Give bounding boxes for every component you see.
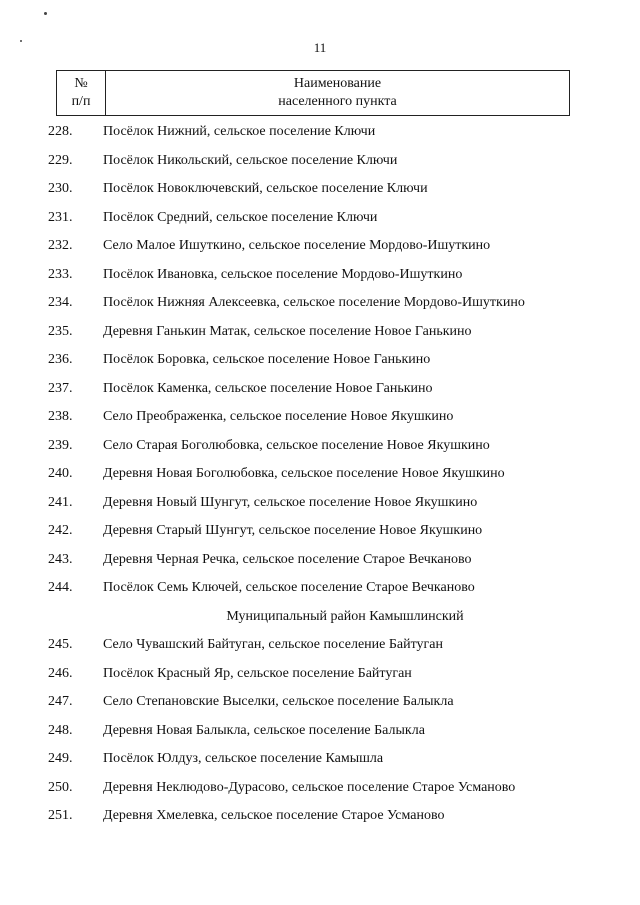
list-item (0, 460, 640, 489)
list-item-number: 240. (48, 466, 73, 482)
list-item-text: Посёлок Никольский, сельское поселение Ключи (103, 152, 398, 168)
list-item-number: 245. (48, 637, 73, 653)
list-item-number: 241. (48, 494, 73, 510)
list-item (0, 489, 640, 518)
scan-speck (44, 12, 47, 15)
list-item (0, 802, 640, 831)
list-item-text: Село Малое Ишуткино, сельское поселение Мордово-Ишуткино (103, 238, 491, 254)
list-item-text: Посёлок Нижний, сельское поселение Ключи (103, 124, 376, 140)
list-item (0, 517, 640, 546)
settlement-list (0, 118, 640, 831)
list-item-text: Посёлок Боровка, сельское поселение Новое Ганькино (103, 352, 431, 368)
list-item-number: 243. (48, 551, 73, 567)
header-name-label: Наименование (293, 76, 382, 91)
list-item (0, 289, 640, 318)
settlement-group-b (0, 631, 640, 831)
list-item-number: 236. (48, 352, 73, 368)
list-item-number: 251. (48, 808, 73, 824)
list-item (0, 717, 640, 746)
list-item-number: 234. (48, 295, 73, 311)
list-item-number: 242. (48, 523, 73, 539)
list-item (0, 346, 640, 375)
list-item-text: Деревня Хмелевка, сельское поселение Старое Усманово (103, 808, 445, 824)
table-header (56, 70, 570, 116)
list-item (0, 774, 640, 803)
list-item-text: Посёлок Семь Ключей, сельское поселение Старое Вечканово (103, 580, 475, 596)
list-item-number: 250. (48, 779, 73, 795)
list-item-number: 238. (48, 409, 73, 425)
list-item-text: Деревня Неклюдово-Дурасово, сельское поселение Старое Усманово (103, 779, 516, 795)
list-item (0, 745, 640, 774)
list-item-number: 228. (48, 124, 73, 140)
list-item-text: Деревня Новый Шунгут, сельское поселение Новое Якушкино (103, 494, 478, 510)
page-number: 11 (313, 40, 327, 55)
list-item (0, 175, 640, 204)
district-heading: Муниципальный район Камышлинский (226, 608, 464, 624)
list-item-text: Посёлок Каменка, сельское поселение Новое Ганькино (103, 380, 433, 396)
list-item (0, 403, 640, 432)
list-item (0, 204, 640, 233)
list-item-number: 229. (48, 152, 73, 168)
list-item (0, 232, 640, 261)
list-item-text: Посёлок Ивановка, сельское поселение Мордово-Ишуткино (103, 266, 463, 282)
list-item (0, 688, 640, 717)
list-item-number: 232. (48, 238, 73, 254)
list-item-text: Посёлок Нижняя Алексеевка, сельское поселение Мордово-Ишуткино (103, 295, 525, 311)
list-item (0, 375, 640, 404)
list-item (0, 432, 640, 461)
list-item-number: 244. (48, 580, 73, 596)
header-name-sublabel: населенного пункта (278, 94, 397, 109)
list-item-number: 248. (48, 722, 73, 738)
header-number-column (57, 71, 106, 115)
list-item-text: Посёлок Новоключевский, сельское поселение Ключи (103, 181, 428, 197)
list-item-number: 247. (48, 694, 73, 710)
list-item-text: Деревня Ганькин Матак, сельское поселение Новое Ганькино (103, 323, 472, 339)
list-item-text: Посёлок Красный Яр, сельское поселение Байтуган (103, 665, 412, 681)
list-item (0, 118, 640, 147)
list-item-number: 249. (48, 751, 73, 767)
list-item-number: 237. (48, 380, 73, 396)
list-item-text: Село Степановские Выселки, сельское поселение Балыкла (103, 694, 454, 710)
list-item-text: Село Преображенка, сельское поселение Новое Якушкино (103, 409, 454, 425)
list-item (0, 261, 640, 290)
list-item-text: Деревня Новая Балыкла, сельское поселение Балыкла (103, 722, 425, 738)
list-item (0, 318, 640, 347)
header-name-column (106, 71, 569, 115)
list-item-number: 233. (48, 266, 73, 282)
list-item (0, 147, 640, 176)
list-item (0, 660, 640, 689)
header-number-sublabel: п/п (71, 94, 91, 109)
list-item (0, 574, 640, 603)
list-item-text: Село Старая Боголюбовка, сельское поселение Новое Якушкино (103, 437, 490, 453)
settlement-group-a (0, 118, 640, 603)
list-item-text: Село Чувашский Байтуган, сельское поселение Байтуган (103, 637, 443, 653)
list-item-text: Посёлок Средний, сельское поселение Ключи (103, 209, 378, 225)
list-item-text: Деревня Новая Боголюбовка, сельское поселение Новое Якушкино (103, 466, 505, 482)
list-item (0, 546, 640, 575)
list-item-text: Посёлок Юлдуз, сельское поселение Камышла (103, 751, 384, 767)
list-item-text: Деревня Старый Шунгут, сельское поселение Новое Якушкино (103, 523, 483, 539)
list-item-number: 239. (48, 437, 73, 453)
list-item (0, 631, 640, 660)
header-number-label: № (74, 76, 88, 91)
list-item-number: 230. (48, 181, 73, 197)
list-item-number: 235. (48, 323, 73, 339)
list-item-number: 231. (48, 209, 73, 225)
list-item-number: 246. (48, 665, 73, 681)
list-item-text: Деревня Черная Речка, сельское поселение Старое Вечканово (103, 551, 472, 567)
